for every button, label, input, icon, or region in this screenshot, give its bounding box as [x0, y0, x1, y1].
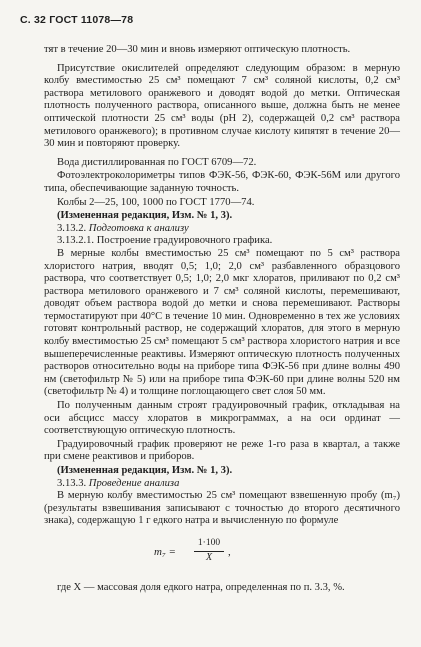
- paragraph: где X — массовая доля едкого натра, определенная по п. 3.3, %.: [57, 581, 345, 593]
- document-body: [44, 44, 400, 595]
- paragraph: Присутствие окислителей определяют следующим образом: в мерную колбу вместимостью 25 см³ помещают 7 см³ соляной кислоты, 0,2 см³ раствора метилового оранжевого и доводят водой до метки. Оптическая плотность полученного раствора, описанного выше, должна быть не менее оптической плотности 25 см³ воды (pH 2), содержащей 0,2 см³ раствора метилового оранжевого); в противном случае кислоту кипятят в течение 20—30 мин и повторяют проверку.: [44, 62, 400, 150]
- paragraph: Колбы 2—25, 100, 1000 по ГОСТ 1770—74.: [57, 196, 255, 208]
- paragraph: Фотоэлектроколориметры типов ФЭК-56, ФЭК-60, ФЭК-56М или другого типа, обеспечивающие заданную точность.: [44, 170, 400, 194]
- paragraph: тят в течение 20—30 мин и вновь измеряют оптическую плотность.: [44, 44, 351, 55]
- section-heading: [44, 223, 400, 236]
- paragraph: В мерные колбы вместимостью 25 см³ помещают по 5 см³ раствора хлористого натрия, вводят 0,5; 1,0; 2,0 см³ разбавленного образцового раствора, что соответствует 0,5; 1,0; 2,0 мкг хлоратов, приливают по 0,2 см³ раствора метилового оранжевого и 7 см³ соляной кислоты, перемешивают, доводят объем раствора водой до метки и снова перемешивают. Растворы термостатируют при 40°С в течение 10 мин. Одновременно в тех же условиях готовят контрольный раствор, не содержащий хлоратов, для этого в мерную колбу вместимостью 25 см³ помещают 5 см³ раствора хлористого натрия и все вышеперечисленные реактивы. Измеряют оптическую плотность полученных растворов относительно воды на приборе типа ФЭК-56 при длине волны 490 нм (светофильтр № 5) или на приборе типа ФЭК-60 при длине волны 520 нм (светофильтр № 4) и толщине поглощающего свет слоя 50 мм.: [44, 247, 400, 398]
- formula-end: ,: [228, 545, 231, 558]
- subsection-heading: 3.13.2.1. Построение градуировочного графика.: [57, 235, 273, 247]
- formula: [44, 534, 400, 570]
- amendment-note: (Измененная редакция, Изм. № 1, 3).: [57, 465, 233, 476]
- section-number: 3.13.3.: [57, 477, 87, 489]
- formula-fraction: [194, 537, 224, 564]
- formula-numerator: 1·100: [194, 537, 224, 552]
- paragraph: Вода дистиллированная по ГОСТ 6709—72.: [57, 156, 257, 168]
- paragraph: В мерную колбу вместимостью 25 см³ помещают взвешенную пробу (m₇) (результаты взвешивания записывают с точностью до второго десятичного знака), содержащую 1 г едкого натра и вычисленную по формуле: [44, 490, 400, 527]
- section-title: Подготовка к анализу: [88, 222, 189, 234]
- amendment-note: (Измененная редакция, Изм. № 1, 3).: [57, 210, 233, 222]
- page-header: С. 32 ГОСТ 11078—78: [20, 14, 134, 26]
- paragraph: Градуировочный график проверяют не реже 1-го раза в квартал, а также при смене реактивов и приборов.: [44, 438, 400, 463]
- paragraph: По полученным данным строят градуировочный график, откладывая на оси абсцисс массу хлоратов в микрограммах, а на оси ординат — соответствующую оптическую плотность.: [44, 400, 400, 437]
- formula-denominator: X: [205, 551, 213, 563]
- section-title: Проведение анализа: [88, 477, 180, 489]
- formula-lhs: m₇ =: [154, 545, 176, 558]
- section-number: 3.13.2.: [57, 222, 87, 234]
- section-heading: [44, 478, 400, 491]
